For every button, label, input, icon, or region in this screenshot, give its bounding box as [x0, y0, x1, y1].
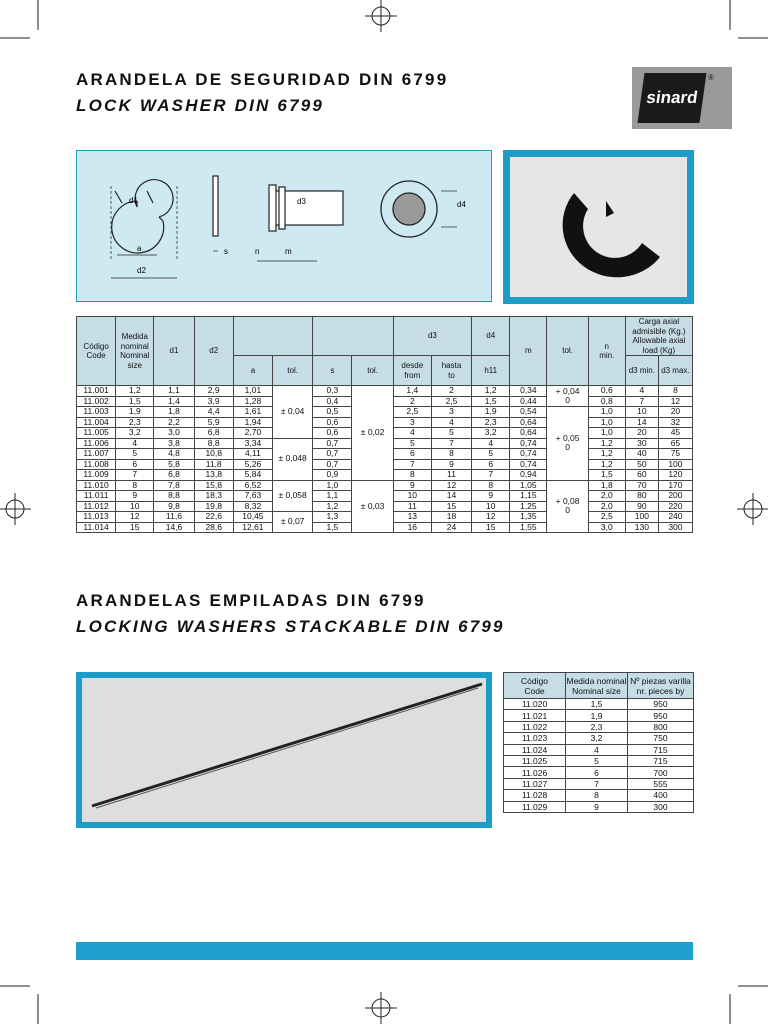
- cell-d3-to: 7: [431, 438, 471, 449]
- cell-n: 1,2: [588, 459, 625, 470]
- cell-m: 0,74: [510, 459, 547, 470]
- stack-cell-pieces: 400: [628, 790, 694, 801]
- header-tol-a: tol.: [273, 356, 313, 386]
- table-row: [504, 767, 694, 778]
- cell-a: 5,26: [233, 459, 272, 470]
- technical-drawing: [76, 150, 492, 302]
- cell-m: 1,15: [510, 491, 547, 502]
- table-row: [504, 721, 694, 732]
- cell-a: 4,11: [233, 449, 272, 460]
- cell-d4: 15: [472, 522, 510, 533]
- cell-code: 11.009: [77, 470, 116, 481]
- cell-s: 0,9: [313, 470, 352, 481]
- cell-code: 11.014: [77, 522, 116, 533]
- cell-m: 0,74: [510, 449, 547, 460]
- product-photo: [510, 157, 687, 297]
- cell-n: 1,0: [588, 417, 625, 428]
- cell-a: 1,28: [233, 396, 272, 407]
- cell-code: 11.004: [77, 417, 116, 428]
- cell-tol-a: ± 0,04: [273, 386, 313, 439]
- cell-d4: 5: [472, 449, 510, 460]
- cell-load-min: 90: [625, 501, 658, 512]
- header-d3-to: hasta to: [431, 356, 471, 386]
- cell-d3-from: 10: [393, 491, 431, 502]
- cell-d1: 11,6: [154, 512, 194, 523]
- cell-load-max: 45: [658, 428, 692, 439]
- cell-d3-to: 15: [431, 501, 471, 512]
- cell-code: 11.012: [77, 501, 116, 512]
- cell-nominal: 7: [116, 470, 154, 481]
- stack-cell-code: 11.028: [504, 790, 566, 801]
- cell-load-max: 100: [658, 459, 692, 470]
- cell-load-max: 300: [658, 522, 692, 533]
- header-s: s: [313, 356, 352, 386]
- cell-load-max: 200: [658, 491, 692, 502]
- cell-code: 11.003: [77, 407, 116, 418]
- page-title-en: LOCK WASHER DIN 6799: [76, 96, 325, 115]
- cell-d3-to: 24: [431, 522, 471, 533]
- cell-s: 1,3: [313, 512, 352, 523]
- cell-load-min: 40: [625, 449, 658, 460]
- stack-cell-pieces: 750: [628, 733, 694, 744]
- cell-d4: 1,9: [472, 407, 510, 418]
- label-s: s: [224, 247, 228, 256]
- cell-s: 1,2: [313, 501, 352, 512]
- rod-photo: [82, 678, 486, 822]
- cell-s: 1,1: [313, 491, 352, 502]
- cell-m: 0,54: [510, 407, 547, 418]
- cell-load-min: 60: [625, 470, 658, 481]
- table-row: [77, 386, 693, 397]
- cell-d2: 22,6: [194, 512, 233, 523]
- table-row: [504, 790, 694, 801]
- cell-load-max: 170: [658, 480, 692, 491]
- cell-d3-to: 4: [431, 417, 471, 428]
- header-tol-s: tol.: [352, 356, 393, 386]
- cell-d4: 1,2: [472, 386, 510, 397]
- stack-cell-nominal: 1,5: [566, 699, 628, 710]
- stack-cell-code: 11.024: [504, 744, 566, 755]
- cell-code: 11.005: [77, 428, 116, 439]
- stack-cell-nominal: 2,3: [566, 721, 628, 732]
- cell-s: 0,5: [313, 407, 352, 418]
- registered-mark: ®: [708, 73, 714, 82]
- cell-d2: 13,8: [194, 470, 233, 481]
- cell-d4: 8: [472, 480, 510, 491]
- cell-n: 1,0: [588, 407, 625, 418]
- table-row: [504, 801, 694, 812]
- cell-d1: 4,8: [154, 449, 194, 460]
- cell-d2: 8,8: [194, 438, 233, 449]
- cell-d1: 9,8: [154, 501, 194, 512]
- registration-mark-icon: [365, 0, 397, 32]
- cell-d3-from: 8: [393, 470, 431, 481]
- cell-n: 1,0: [588, 428, 625, 439]
- cell-n: 1,5: [588, 470, 625, 481]
- cell-tol-m: + 0,05 0: [547, 407, 588, 481]
- cell-load-max: 20: [658, 407, 692, 418]
- cell-n: 2,0: [588, 501, 625, 512]
- cell-d4: 3,2: [472, 428, 510, 439]
- cell-m: 1,55: [510, 522, 547, 533]
- cell-s: 0,7: [313, 438, 352, 449]
- cell-d3-to: 8: [431, 449, 471, 460]
- cell-nominal: 4: [116, 438, 154, 449]
- cell-d2: 18,3: [194, 491, 233, 502]
- stack-cell-nominal: 1,9: [566, 710, 628, 721]
- cell-d4: 12: [472, 512, 510, 523]
- header-code: Código Code: [77, 317, 116, 386]
- cell-load-max: 12: [658, 396, 692, 407]
- cell-code: 11.010: [77, 480, 116, 491]
- cell-m: 0,74: [510, 438, 547, 449]
- cell-load-max: 32: [658, 417, 692, 428]
- header-nominal: Medida nominal Nominal size: [116, 317, 154, 386]
- cell-d3-to: 12: [431, 480, 471, 491]
- label-d3: d3: [297, 197, 306, 206]
- stack-cell-nominal: 5: [566, 755, 628, 766]
- cell-d2: 5,9: [194, 417, 233, 428]
- cell-s: 0,7: [313, 459, 352, 470]
- cell-d4: 4: [472, 438, 510, 449]
- stack-cell-code: 11.023: [504, 733, 566, 744]
- section2-title-es: ARANDELAS EMPILADAS DIN 6799: [76, 591, 426, 610]
- stack-cell-code: 11.025: [504, 755, 566, 766]
- cell-d1: 1,8: [154, 407, 194, 418]
- cell-code: 11.001: [77, 386, 116, 397]
- cell-load-min: 50: [625, 459, 658, 470]
- cell-load-min: 130: [625, 522, 658, 533]
- cell-code: 11.011: [77, 491, 116, 502]
- stack-cell-pieces: 715: [628, 755, 694, 766]
- cell-load-max: 75: [658, 449, 692, 460]
- stack-header-nominal: Medida nominal Nominal size: [566, 673, 628, 699]
- cell-d2: 6,8: [194, 428, 233, 439]
- label-d2: d2: [137, 266, 146, 275]
- stack-cell-code: 11.020: [504, 699, 566, 710]
- cell-code: 11.006: [77, 438, 116, 449]
- cell-n: 2,5: [588, 512, 625, 523]
- stackable-washer-table: [503, 672, 694, 813]
- cell-d3-from: 6: [393, 449, 431, 460]
- cell-a: 7,63: [233, 491, 272, 502]
- cell-d3-to: 9: [431, 459, 471, 470]
- cell-nominal: 1,9: [116, 407, 154, 418]
- cell-a: 12,61: [233, 522, 272, 533]
- table-row: [504, 755, 694, 766]
- stack-cell-pieces: 300: [628, 801, 694, 812]
- stack-cell-nominal: 4: [566, 744, 628, 755]
- drawing-svg: [77, 151, 491, 301]
- cell-m: 1,05: [510, 480, 547, 491]
- cell-nominal: 9: [116, 491, 154, 502]
- cell-d1: 7,8: [154, 480, 194, 491]
- header-d2: d2: [194, 317, 233, 386]
- cell-s: 0,3: [313, 386, 352, 397]
- eclip-photo-icon: [510, 157, 687, 297]
- stack-cell-nominal: 3,2: [566, 733, 628, 744]
- stack-cell-pieces: 555: [628, 778, 694, 789]
- header-d3: d3: [393, 317, 471, 356]
- cell-d2: 15,8: [194, 480, 233, 491]
- header-h11: h11: [472, 356, 510, 386]
- stack-cell-code: 11.027: [504, 778, 566, 789]
- cell-d4: 1,5: [472, 396, 510, 407]
- cell-d1: 1,4: [154, 396, 194, 407]
- cell-d3-from: 16: [393, 522, 431, 533]
- cell-d3-to: 2,5: [431, 396, 471, 407]
- cell-tol-s: ± 0,02: [352, 386, 393, 481]
- footer-accent-bar: [76, 942, 693, 960]
- cell-d3-from: 4: [393, 428, 431, 439]
- cell-m: 1,25: [510, 501, 547, 512]
- cell-d2: 2,9: [194, 386, 233, 397]
- eclip-front-view: [111, 180, 177, 278]
- registration-mark-icon: [0, 493, 31, 525]
- brand-logo: [632, 67, 732, 129]
- cell-load-min: 4: [625, 386, 658, 397]
- stack-cell-nominal: 7: [566, 778, 628, 789]
- cell-load-min: 7: [625, 396, 658, 407]
- stack-cell-pieces: 800: [628, 721, 694, 732]
- cell-d4: 2,3: [472, 417, 510, 428]
- stack-cell-code: 11.021: [504, 710, 566, 721]
- label-d1: d1: [129, 196, 138, 205]
- cell-n: 1,2: [588, 449, 625, 460]
- stacked-washers-rod-icon: [82, 678, 486, 822]
- cell-nominal: 3,2: [116, 428, 154, 439]
- header-d1: d1: [154, 317, 194, 386]
- stack-cell-pieces: 950: [628, 699, 694, 710]
- registration-mark-icon: [365, 992, 397, 1024]
- cell-d1: 3,8: [154, 438, 194, 449]
- stack-cell-code: 11.022: [504, 721, 566, 732]
- cell-load-min: 30: [625, 438, 658, 449]
- header-a-group: [233, 317, 312, 356]
- table-row: [504, 744, 694, 755]
- cell-d3-to: 14: [431, 491, 471, 502]
- header-n: n min.: [588, 317, 625, 386]
- header-d4: d4: [472, 317, 510, 356]
- stack-cell-pieces: 715: [628, 744, 694, 755]
- header-d3-from: desde from: [393, 356, 431, 386]
- stack-cell-pieces: 950: [628, 710, 694, 721]
- cell-d1: 6,8: [154, 470, 194, 481]
- cell-d1: 1,1: [154, 386, 194, 397]
- cell-nominal: 15: [116, 522, 154, 533]
- cell-m: 0,64: [510, 428, 547, 439]
- header-d3-min: d3 min.: [625, 356, 658, 386]
- cell-load-min: 80: [625, 491, 658, 502]
- cell-load-max: 240: [658, 512, 692, 523]
- header-a: a: [233, 356, 272, 386]
- stack-cell-nominal: 6: [566, 767, 628, 778]
- page-title-es: ARANDELA DE SEGURIDAD DIN 6799: [76, 70, 449, 89]
- cell-d3-from: 1,4: [393, 386, 431, 397]
- cell-m: 0,64: [510, 417, 547, 428]
- cell-d3-from: 3: [393, 417, 431, 428]
- cell-d3-to: 5: [431, 428, 471, 439]
- cell-nominal: 2,3: [116, 417, 154, 428]
- cell-a: 6,52: [233, 480, 272, 491]
- cell-d2: 10,8: [194, 449, 233, 460]
- cell-d2: 19,8: [194, 501, 233, 512]
- stack-cell-code: 11.026: [504, 767, 566, 778]
- label-a: a: [137, 244, 142, 253]
- cell-d1: 14,6: [154, 522, 194, 533]
- cell-n: 0,8: [588, 396, 625, 407]
- cell-n: 0,6: [588, 386, 625, 397]
- cell-a: 1,94: [233, 417, 272, 428]
- cell-s: 1,5: [313, 522, 352, 533]
- cell-tol-m: + 0,08 0: [547, 480, 588, 533]
- cell-d4: 9: [472, 491, 510, 502]
- cell-tol-a: ± 0,048: [273, 438, 313, 480]
- cell-s: 0,6: [313, 428, 352, 439]
- cell-nominal: 1,2: [116, 386, 154, 397]
- brand-logo-text: sinard: [637, 73, 706, 123]
- cell-m: 0,34: [510, 386, 547, 397]
- cell-d3-from: 2,5: [393, 407, 431, 418]
- cell-d3-to: 3: [431, 407, 471, 418]
- section2-title-en: LOCKING WASHERS STACKABLE DIN 6799: [76, 617, 505, 636]
- cell-d3-to: 2: [431, 386, 471, 397]
- cell-a: 5,84: [233, 470, 272, 481]
- cell-load-min: 10: [625, 407, 658, 418]
- cell-d1: 2,2: [154, 417, 194, 428]
- cell-load-min: 14: [625, 417, 658, 428]
- cell-code: 11.008: [77, 459, 116, 470]
- header-load: Carga axial admisible (Kg.) Allowable axial load (Kg): [625, 317, 692, 356]
- cell-load-max: 8: [658, 386, 692, 397]
- cell-code: 11.002: [77, 396, 116, 407]
- cell-n: 1,8: [588, 480, 625, 491]
- cell-code: 11.013: [77, 512, 116, 523]
- cell-m: 0,94: [510, 470, 547, 481]
- cell-d1: 8,8: [154, 491, 194, 502]
- cell-d2: 11,8: [194, 459, 233, 470]
- cell-d4: 7: [472, 470, 510, 481]
- product-photo-frame: [503, 150, 694, 304]
- cell-d3-from: 11: [393, 501, 431, 512]
- label-d4: d4: [457, 200, 466, 209]
- cell-d3-from: 13: [393, 512, 431, 523]
- cell-nominal: 12: [116, 512, 154, 523]
- cell-d2: 28,6: [194, 522, 233, 533]
- stack-cell-nominal: 8: [566, 790, 628, 801]
- cell-d4: 6: [472, 459, 510, 470]
- label-n: n: [255, 247, 260, 256]
- cell-d3-from: 9: [393, 480, 431, 491]
- cell-d3-to: 18: [431, 512, 471, 523]
- cell-d1: 3,0: [154, 428, 194, 439]
- table-row: [504, 733, 694, 744]
- label-m: m: [285, 247, 292, 256]
- cell-n: 3,0: [588, 522, 625, 533]
- cell-d3-to: 11: [431, 470, 471, 481]
- cell-load-min: 70: [625, 480, 658, 491]
- cell-s: 0,6: [313, 417, 352, 428]
- cell-d2: 4,4: [194, 407, 233, 418]
- cell-d3-from: 2: [393, 396, 431, 407]
- cell-nominal: 8: [116, 480, 154, 491]
- stack-cell-code: 11.029: [504, 801, 566, 812]
- cell-load-min: 20: [625, 428, 658, 439]
- cell-load-min: 100: [625, 512, 658, 523]
- cell-load-max: 120: [658, 470, 692, 481]
- eclip-side-view: [213, 176, 218, 251]
- header-s-group: [313, 317, 393, 356]
- cell-d4: 10: [472, 501, 510, 512]
- cell-a: 8,32: [233, 501, 272, 512]
- cell-n: 1,2: [588, 438, 625, 449]
- table-row: [77, 480, 693, 491]
- cell-nominal: 10: [116, 501, 154, 512]
- stack-header-code: Código Code: [504, 673, 566, 699]
- header-tol-m: tol.: [547, 317, 588, 386]
- table-row: [504, 710, 694, 721]
- cell-nominal: 1,5: [116, 396, 154, 407]
- cell-d1: 5,8: [154, 459, 194, 470]
- cell-tol-s: ± 0,03: [352, 480, 393, 533]
- cell-a: 2,70: [233, 428, 272, 439]
- cell-a: 1,01: [233, 386, 272, 397]
- header-m: m: [510, 317, 547, 386]
- cell-s: 0,7: [313, 449, 352, 460]
- cell-load-max: 65: [658, 438, 692, 449]
- cell-a: 1,61: [233, 407, 272, 418]
- cell-m: 1,35: [510, 512, 547, 523]
- cell-s: 0,4: [313, 396, 352, 407]
- cell-a: 10,45: [233, 512, 272, 523]
- stack-header-pieces: Nº piezas varilla nr. pieces by: [628, 673, 694, 699]
- registration-mark-icon: [737, 493, 768, 525]
- cell-a: 3,34: [233, 438, 272, 449]
- rod-photo-frame: [76, 672, 492, 828]
- cell-nominal: 5: [116, 449, 154, 460]
- cell-load-max: 220: [658, 501, 692, 512]
- cell-m: 0,44: [510, 396, 547, 407]
- cell-d2: 3,9: [194, 396, 233, 407]
- cell-d3-from: 5: [393, 438, 431, 449]
- cell-n: 2,0: [588, 491, 625, 502]
- cell-s: 1,0: [313, 480, 352, 491]
- cell-tol-a: ± 0,07: [273, 512, 313, 533]
- header-d3-max: d3 max.: [658, 356, 692, 386]
- cell-code: 11.007: [77, 449, 116, 460]
- cell-nominal: 6: [116, 459, 154, 470]
- cell-tol-m: + 0,04 0: [547, 386, 588, 407]
- stack-cell-nominal: 9: [566, 801, 628, 812]
- lock-washer-table: [76, 316, 693, 533]
- table-row: [504, 778, 694, 789]
- stack-cell-pieces: 700: [628, 767, 694, 778]
- cell-d3-from: 7: [393, 459, 431, 470]
- table-row: [504, 699, 694, 710]
- cell-tol-a: ± 0,058: [273, 480, 313, 512]
- assembled-view: [381, 181, 457, 237]
